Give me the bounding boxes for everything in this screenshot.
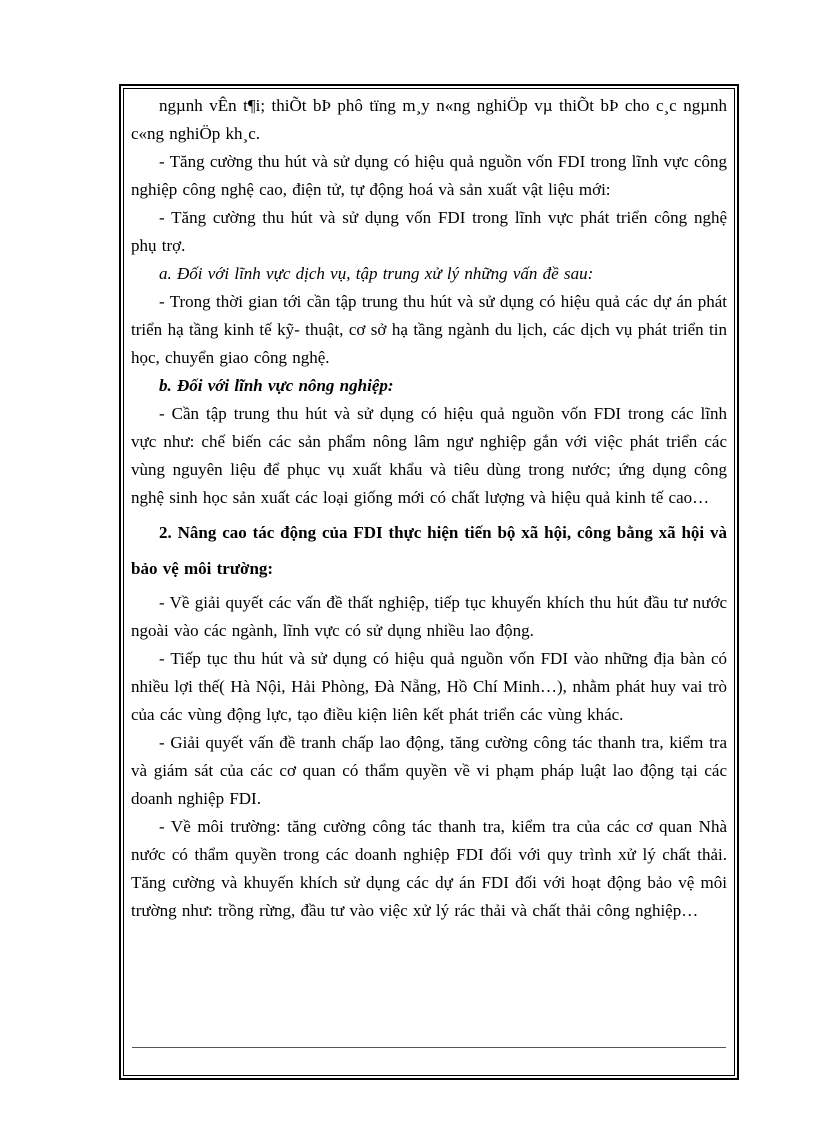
page-border-frame: [119, 84, 739, 1080]
paragraph-labor-disputes: - Giải quyết vấn đề tranh chấp lao động, tăng cường công tác thanh tra, kiểm tra và giám sát của các cơ quan có thẩm quyền về vi phạm pháp luật lao động tại các doanh nghiệp FDI.: [131, 733, 727, 808]
section-heading-2: 2. Nâng cao tác động của FDI thực hiện tiến bộ xã hội, công bằng xã hội và bảo vệ môi trường:: [131, 523, 727, 578]
paragraph-fdi-support-tech: - Tăng cường thu hút và sử dụng vốn FDI trong lĩnh vực phát triển công nghệ phụ trợ.: [131, 208, 727, 255]
paragraph-unemployment: - Về giải quyết các vấn đề thất nghiệp, tiếp tục khuyến khích thu hút đầu tư nước ngoài vào các ngành, lĩnh vực có sử dụng nhiều lao động.: [131, 593, 727, 640]
subheading-b-agriculture: b. Đối với lĩnh vực nông nghiệp:: [159, 376, 394, 395]
paragraph-environment: - Về môi trường: tăng cường công tác thanh tra, kiểm tra của các cơ quan Nhà nước có thẩm quyền trong các doanh nghiệp FDI đối với quy trình xử lý chất thải. Tăng cường và khuyến khích sử dụng các dự án FDI đối với hoạt động bảo vệ môi trường như: trồng rừng, đầu tư vào việc xử lý rác thải và chất thải công nghiệp…: [131, 817, 727, 920]
footnote-separator-line: [132, 1047, 726, 1048]
paragraph-continued: ngµnh vÊn t¶i; thiÕt bÞ phô tïng m¸y n«ng nghiÖp vµ thiÕt bÞ cho c¸c ngµnh c«ng nghiÖp kh¸c.: [131, 96, 727, 143]
subheading-a-services: a. Đối với lĩnh vực dịch vụ, tập trung xử lý những vấn đề sau:: [159, 264, 594, 283]
paragraph-advantaged-regions: - Tiếp tục thu hút và sử dụng có hiệu quả nguồn vốn FDI vào những địa bàn có nhiều lợi thế( Hà Nội, Hải Phòng, Đà Nẵng, Hồ Chí Minh…), nhằm phát huy vai trò của các vùng động lực, tạo điều kiện liên kết phát triển các vùng khác.: [131, 649, 727, 724]
paragraph-fdi-high-tech: - Tăng cường thu hút và sử dụng có hiệu quả nguồn vốn FDI trong lĩnh vực công nghiệp công nghệ cao, điện tử, tự động hoá và sản xuất vật liệu mới:: [131, 152, 727, 199]
paragraph-agriculture-detail: - Cần tập trung thu hút và sử dụng có hiệu quả nguồn vốn FDI trong các lĩnh vực như: chế biến các sản phẩm nông lâm ngư nghiệp gắn với việc phát triển các vùng nguyên liệu để phục vụ xuất khẩu và tiêu dùng trong nước; ứng dụng công nghệ sinh học sản xuất các loại giống mới có chất lượng và hiệu quả kinh tế cao…: [131, 404, 727, 507]
page-border-frame-inner: [123, 88, 735, 1076]
document-text-body: [131, 92, 727, 925]
paragraph-services-detail: - Trong thời gian tới cần tập trung thu hút và sử dụng có hiệu quả các dự án phát triển hạ tầng kinh tế kỹ- thuật, cơ sở hạ tầng ngành du lịch, các dịch vụ phát triển tin học, chuyển giao công nghệ.: [131, 292, 727, 367]
